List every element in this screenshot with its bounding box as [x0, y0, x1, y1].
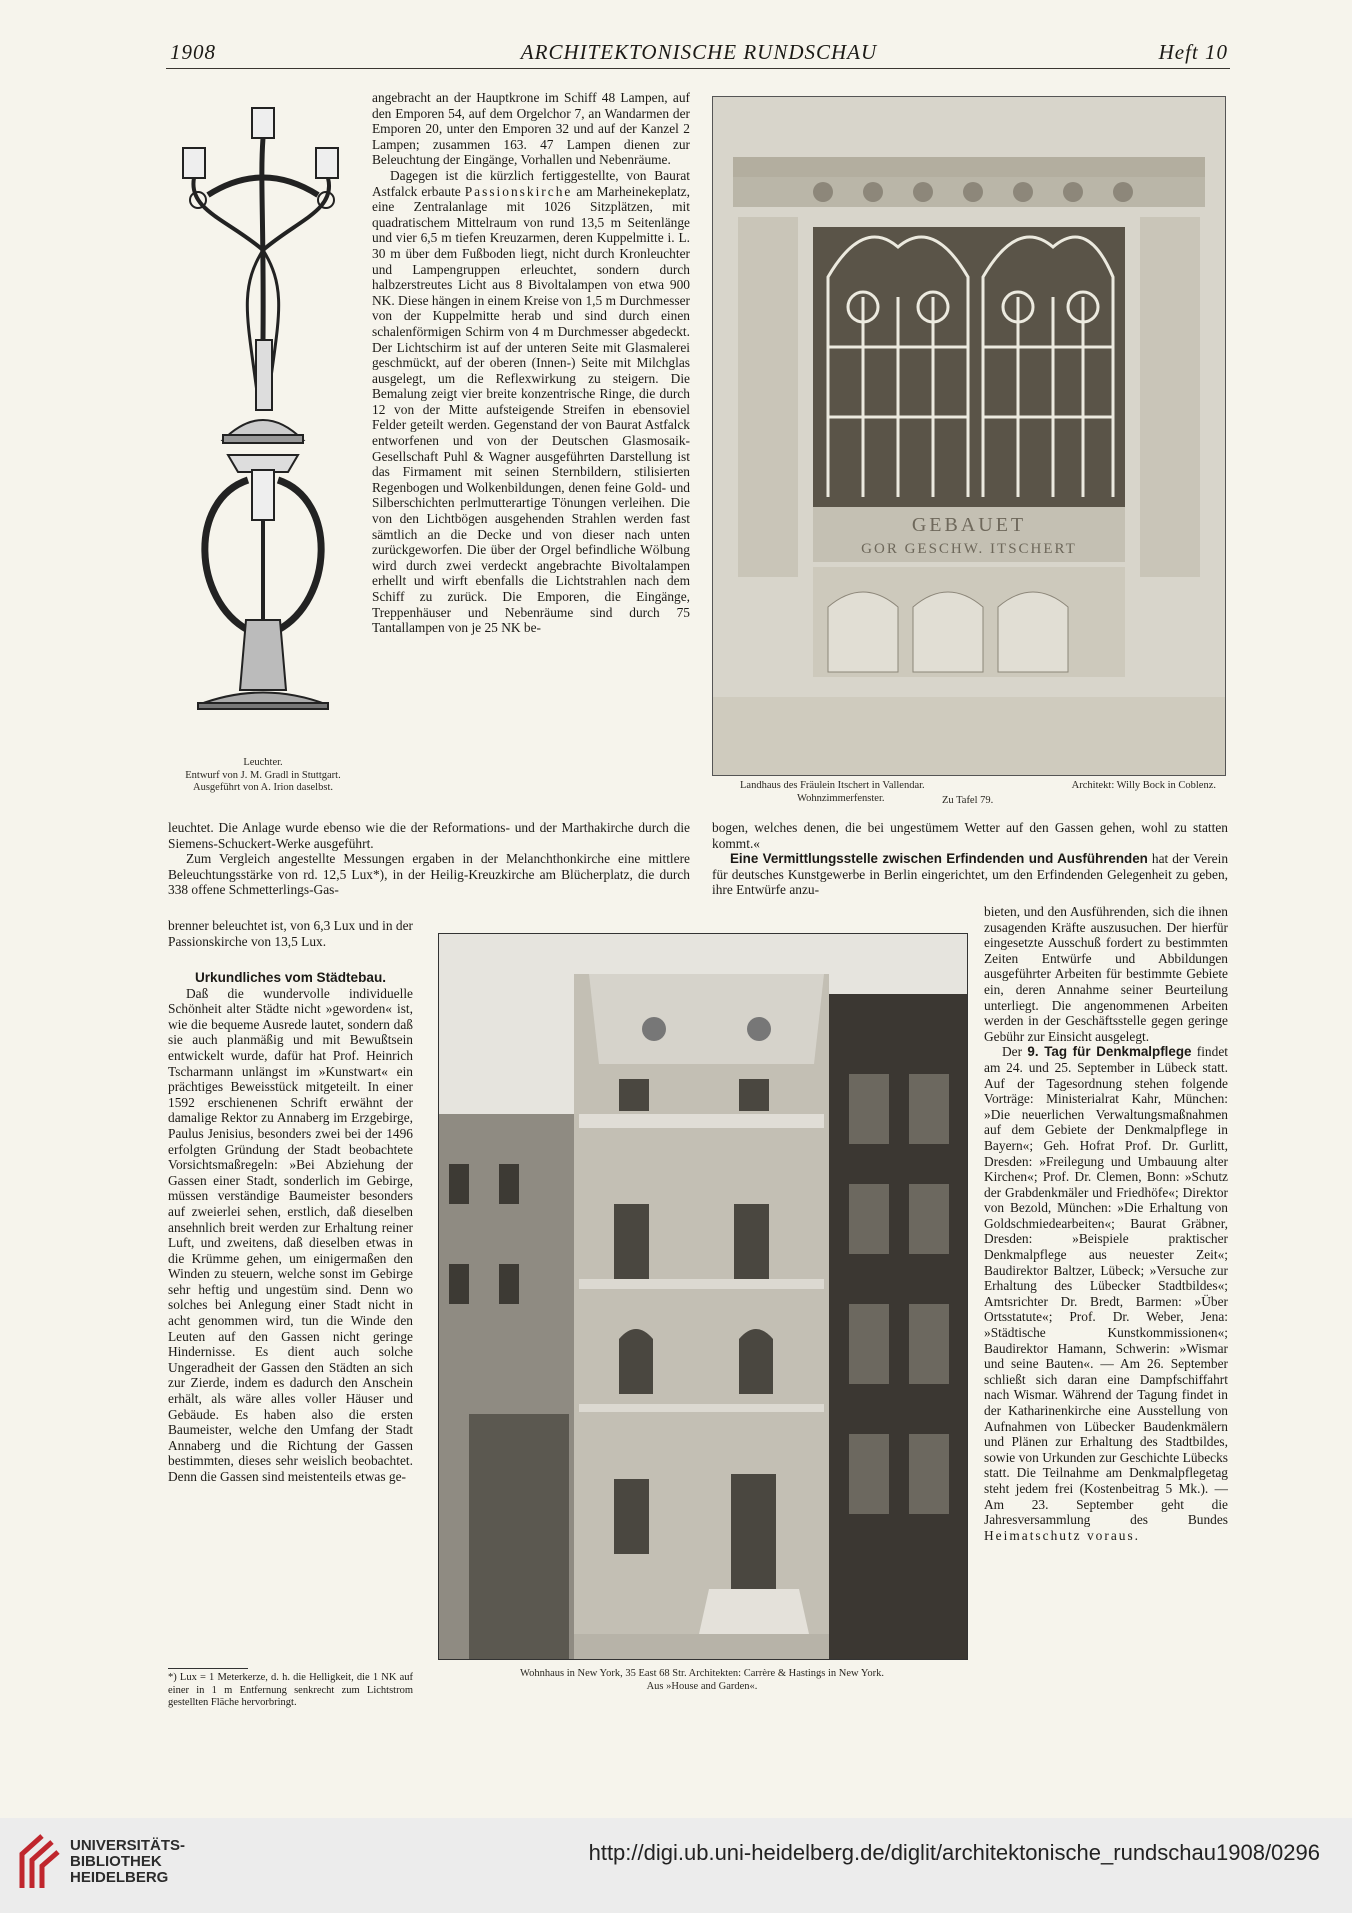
right-p1: bogen, welches denen, die bei ungestümem Wetter auf den Gassen gehen, wohl zu statten kommt.«	[712, 820, 1228, 851]
lamp-illustrations	[168, 100, 358, 740]
house-photo	[438, 933, 968, 1660]
window-caption	[712, 780, 1224, 807]
span-p1: leuchtet. Die Anlage wurde ebenso wie die der Reformations- und der Marthakirche durch die Siemens-Schuckert-Werke ausgeführt.	[168, 820, 690, 851]
house-caption-line2: Aus »House and Garden«.	[646, 1680, 758, 1692]
left-column	[168, 970, 413, 1660]
middle-p1: angebracht an der Hauptkrone im Schiff 48 Lampen, auf den Emporen 54, auf dem Orgelchor 7, an Wandarmen der Emporen 20, unter den Emporen 32 und auf der Kanzel 2 Lampen; zusammen 163. 47 Lampen dienen zur Beleuchtung der Eingänge, Vorhallen und Nebenräume.	[372, 90, 690, 168]
right-column-top	[712, 820, 1228, 906]
house-caption-line1: Wohnhaus in New York, 35 East 68 Str. Architekten: Carrère & Hastings in New York.	[520, 1668, 884, 1679]
lamp-caption-line3: Ausgeführt von A. Irion daselbst.	[193, 782, 333, 793]
library-logo-icon	[14, 1830, 64, 1892]
footnote: *) Lux = 1 Meterkerze, d. h. die Helligkeit, die 1 NK auf einer in 1 m Entfernung senkrecht zum Lichtstrom gestellten Fläche hervorbringt.	[168, 1672, 413, 1708]
inscription-line1: GEBAUET	[911, 514, 1027, 536]
span-p2-end: brenner beleuchtet ist, von 6,3 Lux und in der Passionskirche von 13,5 Lux.	[168, 918, 413, 949]
window-photo	[712, 96, 1226, 776]
source-url-link[interactable]: http://digi.ub.uni-heidelberg.de/diglit/architektonische_rundschau1908/0296	[588, 1840, 1320, 1865]
section-heading: Urkundliches vom Städtebau.	[194, 970, 387, 985]
right-column-narrow	[984, 904, 1228, 1730]
candelabra-drawing	[183, 108, 338, 443]
lamp-caption	[168, 757, 358, 795]
table-lamp-drawing	[198, 455, 328, 709]
right-p2-cont: bieten, und den Ausführenden, sich die ihnen zusagenden Kräfte auszusuchen. Der hierfür eingesetzte Ausschuß fordert zu bestimmten Zeiten Entwürfe und Abbildungen ausgeführter Arbeiten für bestimmte Gebiete ein, deren Annahme seiner Beurteilung unterliegt. Die angenommenen Arbeiten werden in der Geschäftsstelle gegen geringe Gebühr zur Einsicht ausgelegt.	[984, 904, 1228, 1044]
window-photo-drawing	[713, 97, 1225, 775]
span-left-text	[168, 820, 690, 920]
right-p3: Der 9. Tag für Denkmalpflege findet am 24. und 25. September in Lübeck statt. Auf der Tagesordnung stehen folgende Vorträge: Ministerialrat Kahr, München: »Die neuerlichen Verwaltungsmaßnahmen auf dem Gebiete der Denkmalpflege in Bayern«; Geh. Hofrat Prof. Dr. Gurlitt, Dresden: »Freilegung und Umbauung alter Kirchen«; Prof. Dr. Clemen, Bonn: »Schutz der Grabdenkmäler und Friedhöfe«; Direktor von Bezold, München: »Die Erhaltung von Goldschmiedearbeiten«; Baurat Gräbner, Dresden: »Beispiele praktischer Denkmalpflege aus neuester Zeit«; Baudirektor Baltzer, Lübeck; »Versuche zur Erhaltung des Lübecker Stadtbildes«; Amtsrichter Dr. Bredt, Barmen: »Über Ortsstatute«; Prof. Dr. Weber, Jena: »Städtische Kunstkommissionen«; Baudirektor Hamann, Schwerin: »Wismar und seine Bauten«. — Am 26. September schließt sich daran eine Dampfschiffahrt nach Wismar. Während der Tagung findet in der Katharinenkirche eine Ausstellung von Aufnahmen von Lübecker Baudenkmälern und Plänen zur Erhaltung des Stadtbildes, sowie von Urkunden zur Geschichte Lübecks statt. Die Teilnahme am Denkmalpflegetag steht jedem frei (Kostenbeitrag 5 Mk.). — Am 23. September geht die Jahresversammlung des Bundes Heimatschutz voraus.	[984, 1044, 1228, 1543]
library-name	[70, 1838, 185, 1886]
footnote-rule	[168, 1668, 248, 1669]
span-p2: Zum Vergleich angestellte Messungen ergaben in der Melanchthonkirche eine mittlere Beleuchtungsstärke von rd. 12,5 Lux*), in der Heilig-Kreuzkirche am Blücherplatz, die durch 338 offene Schmetterlings-Gas-	[168, 851, 690, 898]
right-p2: Eine Vermittlungsstelle zwischen Erfindenden und Ausführenden hat der Verein für deutsches Kunstgewerbe in Berlin eingerichtet, um den Erfindenden Gelegenheit zu geben, ihre Entwürfe anzu-	[712, 851, 1228, 898]
header-issue: Heft 10	[1158, 40, 1228, 64]
library-line3: HEIDELBERG	[70, 1869, 169, 1886]
span-left-end	[168, 918, 413, 958]
house-caption	[438, 1668, 966, 1693]
header-year: 1908	[170, 40, 216, 64]
header-rule	[166, 68, 1230, 69]
window-caption-right: Architekt: Willy Bock in Coblenz.	[1071, 780, 1216, 791]
inscription-line2: GOR GESCHW. ITSCHERT	[861, 541, 1077, 557]
left-body: Daß die wundervolle individuelle Schönheit alter Städte nicht »geworden« ist, wie die bequeme Ausrede lautet, sondern daß sie auch planmäßig und mit Bewußtsein entwickelt wurde, dafür hat Prof. Heinrich Tscharmann unlängst im »Kunstwart« ein prächtiges Beweisstück mitgeteilt. In einer 1592 erschienenen Schrift erwähnt der damalige Rektor zu Annaberg im Erzgebirge, Paulus Jenisius, besonders zwei bei der 1496 erfolgten Gründung der Stadt beobachtete Vorsichtsmaßregeln: »Bei Abziehung der Gassen einer Stadt, sonderlich im Gebirge, müssen verständige Baumeister besonders auf zweierlei sehen, erstlich, daß dieselben ansehnlich breit werden zur Erhaltung reiner Luft, und zweitens, daß dieselben etwas in die Krümme gehen, um einigermaßen den Winden zu steuern, welche sonst im Gebirge sehr heftig und ungestüm sind. Denn wo solches bei Anlegung einer Stadt nicht in acht genommen wird, tun die Winde den Leuten auf den Gassen nicht geringe Hindernisse. Es dient auch solche Ungeradheit der Gassen den Städten an sich zur Zierde, indem es dadurch den Anschein erhält, als wäre alles voller Häuser und Gebäude. Es haben also die ersten Baumeister, welche den Umfang der Stadt Annaberg und die Richtung der Gassen bestimmten, dieses sehr weislich beobachtet. Denn die Gassen sind meistenteils etwas ge-	[168, 985, 413, 1484]
library-line1: UNIVERSITÄTS-	[70, 1837, 186, 1854]
window-caption-left: Landhaus des Fräulein Itschert in Vallendar.	[740, 780, 925, 791]
window-caption-plate: Zu Tafel 79.	[942, 795, 994, 806]
middle-p2: Dagegen ist die kürzlich fertiggestellte, von Baurat Astfalck erbaute Passionskirche am Marheinekeplatz, eine Zentralanlage mit 1026 Sitzplätzen, mit quadratischem Mittelraum von rund 13,5 m Seitenlänge und vier 6,5 m tiefen Kreuzarmen, deren Kuppelmitte i. L. 30 m über dem Fußboden liegt, nicht durch Kronleuchter und Lampengruppen erleuchtet, sondern durch halbzerstreutes Licht aus 8 Bivoltalampen von etwa 900 NK. Diese hängen in einem Kreise von 1,5 m Durchmesser von der Kuppelmitte herab und sind durch einen schalenförmigen Schirm von 4 m Durchmesser abgedeckt. Der Lichtschirm ist auf der unteren Seite mit Glasmalerei geschmückt, auf der oberen (Innen-) Seite mit Milchglas ausgelegt, um die Reflexwirkung zu steigern. Die Bemalung zeigt vier breite konzentrische Ringe, die durch 12 von der Mitte aufsteigende Streifen in ebensoviel Felder geteilt werden. Gegenstand der von Baurat Astfalck entworfenen und von der Deutschen Glasmosaik-Gesellschaft Puhl & Wagner ausgeführten Darstellung ist das Firmament mit seinen Sternbildern, stilisierten Regenbogen und Wolkenbildungen, denen feine Gold- und Silberschichten perlmutterartige Tönungen verleihen. Die von den Lichtbögen ausgehenden Strahlen werden fast sämtlich an die Decke und von dieser nach unten zurückgeworfen. Die über der Orgel befindliche Wölbung wird durch zwei verdeckt angebrachte Bivoltalampen erhellt und wirft ebenfalls die Lichtstrahlen nach dem Schiff zu zurück. Die Emporen, die Eingänge, Treppenhäuser und Nebenräume sind durch 75 Tantallampen von je 25 NK be-	[372, 167, 690, 636]
window-caption-line2: Wohnzimmerfenster.	[797, 793, 885, 804]
header-title: ARCHITEKTONISCHE RUNDSCHAU	[520, 40, 878, 64]
house-photo-drawing	[439, 934, 967, 1659]
library-line2: BIBLIOTHEK	[70, 1853, 162, 1870]
lamp-caption-line1: Leuchter.	[243, 757, 283, 768]
lamp-caption-line2: Entwurf von J. M. Gradl in Stuttgart.	[185, 769, 341, 781]
middle-column	[372, 90, 690, 820]
running-header	[168, 40, 1230, 68]
